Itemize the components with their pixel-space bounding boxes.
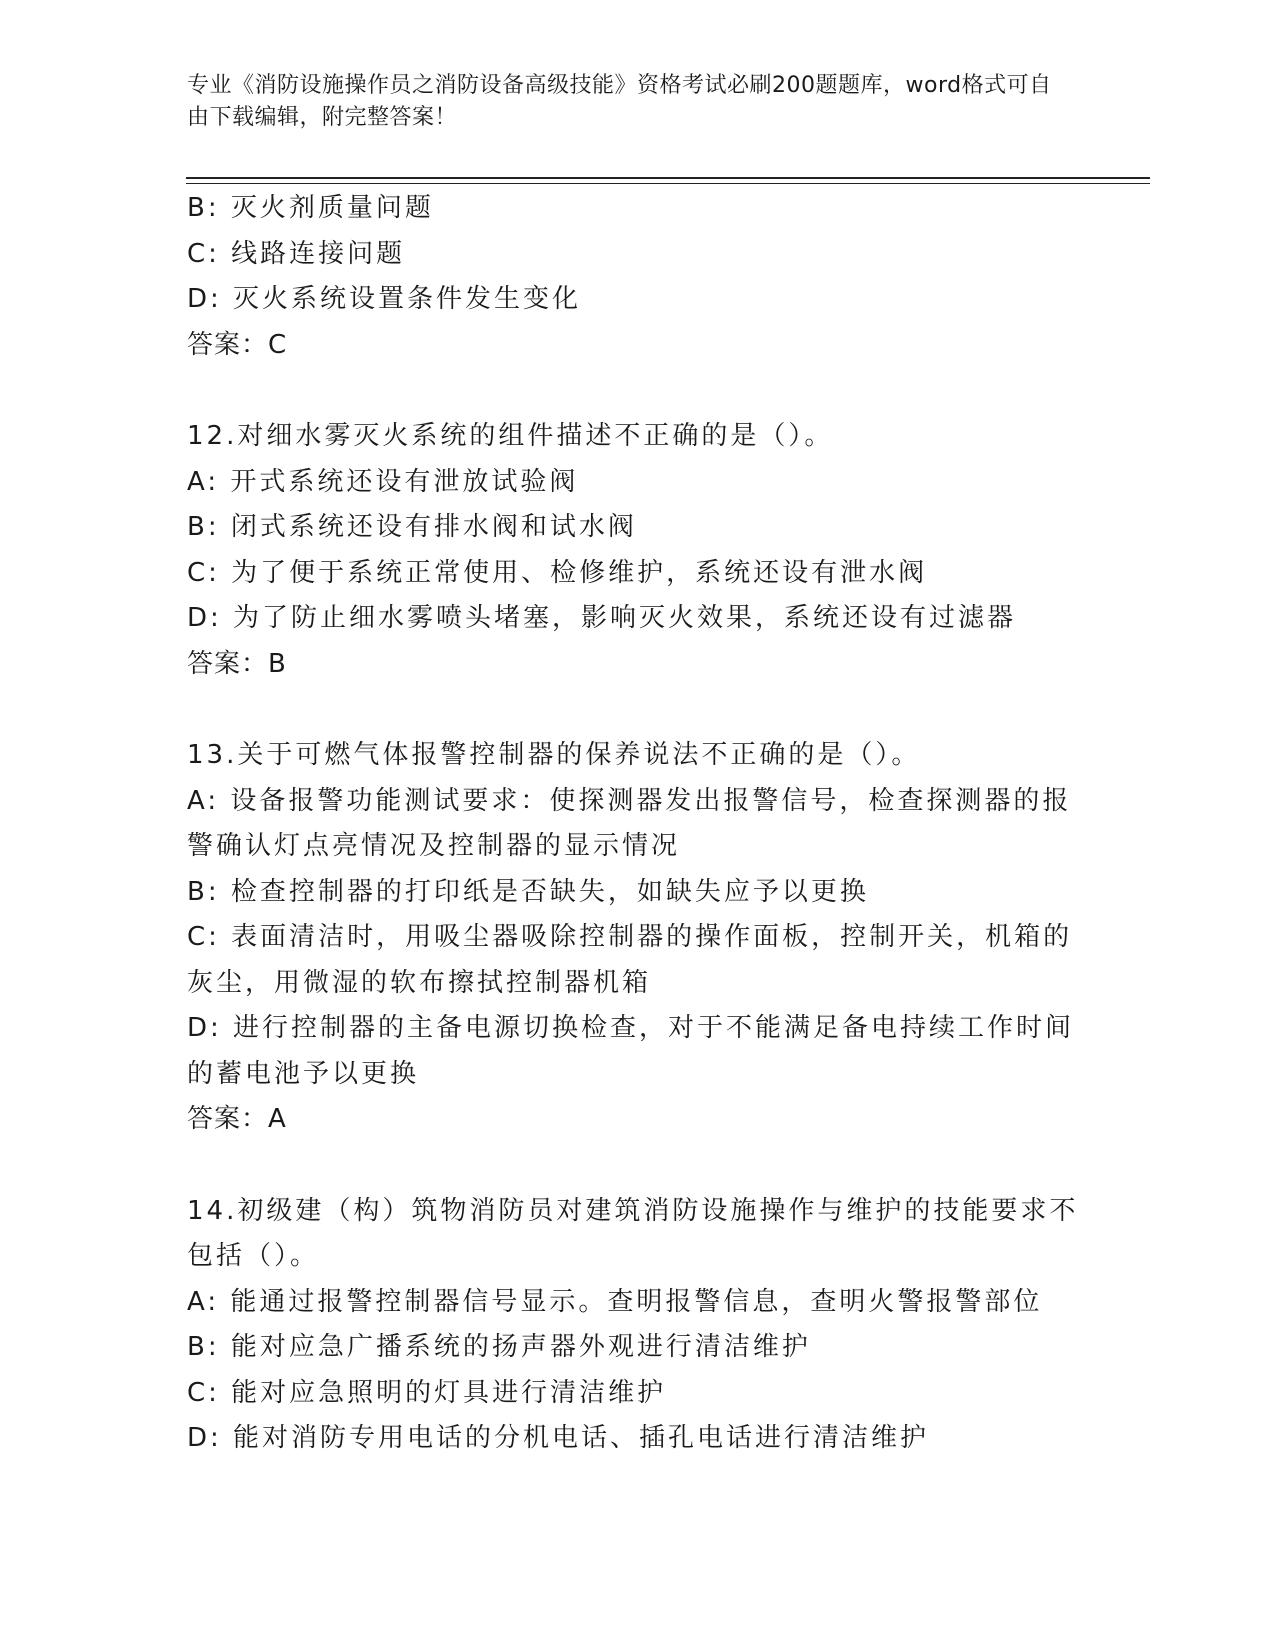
answer: 答案：A <box>187 1104 287 1134</box>
spacer <box>187 687 1087 733</box>
option-b: B: 能对应急广播系统的扬声器外观进行清洁维护 <box>187 1332 811 1362</box>
spacer <box>187 1143 1087 1189</box>
question-12 <box>187 414 1087 687</box>
page-header: 专业《消防设施操作员之消防设备高级技能》资格考试必刷200题题库，word格式可自由下载编辑，附完整答案！ <box>187 73 1052 130</box>
option-a: A: 设备报警功能测试要求：使探测器发出报警信号，检查探测器的报警确认灯点亮情况及控制器的显示情况 <box>187 785 1072 861</box>
option-d: D: 进行控制器的主备电源切换检查，对于不能满足备电持续工作时间的蓄电池予以更换 <box>187 1013 1075 1089</box>
question-11-tail <box>187 186 1087 368</box>
question-stem: 12.对细水雾灭火系统的组件描述不正确的是（）。 <box>187 421 834 451</box>
answer: 答案：B <box>187 648 287 679</box>
question-13 <box>187 733 1087 1143</box>
option-c: C: 为了便于系统正常使用、检修维护，系统还设有泄水阀 <box>187 557 928 588</box>
question-list <box>187 186 1087 1462</box>
spacer <box>187 368 1087 414</box>
question-14 <box>187 1189 1087 1462</box>
option-b: B: 闭式系统还设有排水阀和试水阀 <box>187 512 637 542</box>
question-stem: 13.关于可燃气体报警控制器的保养说法不正确的是（）。 <box>187 740 921 770</box>
answer: 答案：C <box>187 329 288 360</box>
option-b: B: 检查控制器的打印纸是否缺失，如缺失应予以更换 <box>187 876 869 907</box>
header-rule <box>186 177 1150 179</box>
option-a: A: 能通过报警控制器信号显示。查明报警信息，查明火警报警部位 <box>187 1286 1043 1317</box>
option-d: D: 能对消防专用电话的分机电话、插孔电话进行清洁维护 <box>187 1423 930 1453</box>
question-stem: 14.初级建（构）筑物消防员对建筑消防设施操作与维护的技能要求不包括（）。 <box>187 1195 1079 1271</box>
option-d: D: 灭火系统设置条件发生变化 <box>187 284 582 314</box>
option-a: A: 开式系统还设有泄放试验阀 <box>187 466 579 497</box>
option-c: C: 能对应急照明的灯具进行清洁维护 <box>187 1377 667 1408</box>
option-c: C: 线路连接问题 <box>187 238 406 269</box>
option-c: C: 表面清洁时，用吸尘器吸除控制器的操作面板，控制开关，机箱的灰尘，用微湿的软布擦拭控制器机箱 <box>187 922 1073 998</box>
option-b: B: 灭火剂质量问题 <box>187 193 434 223</box>
option-d: D: 为了防止细水雾喷头堵塞，影响灭火效果，系统还设有过滤器 <box>187 603 1017 633</box>
header-rule-thin <box>186 183 1150 184</box>
